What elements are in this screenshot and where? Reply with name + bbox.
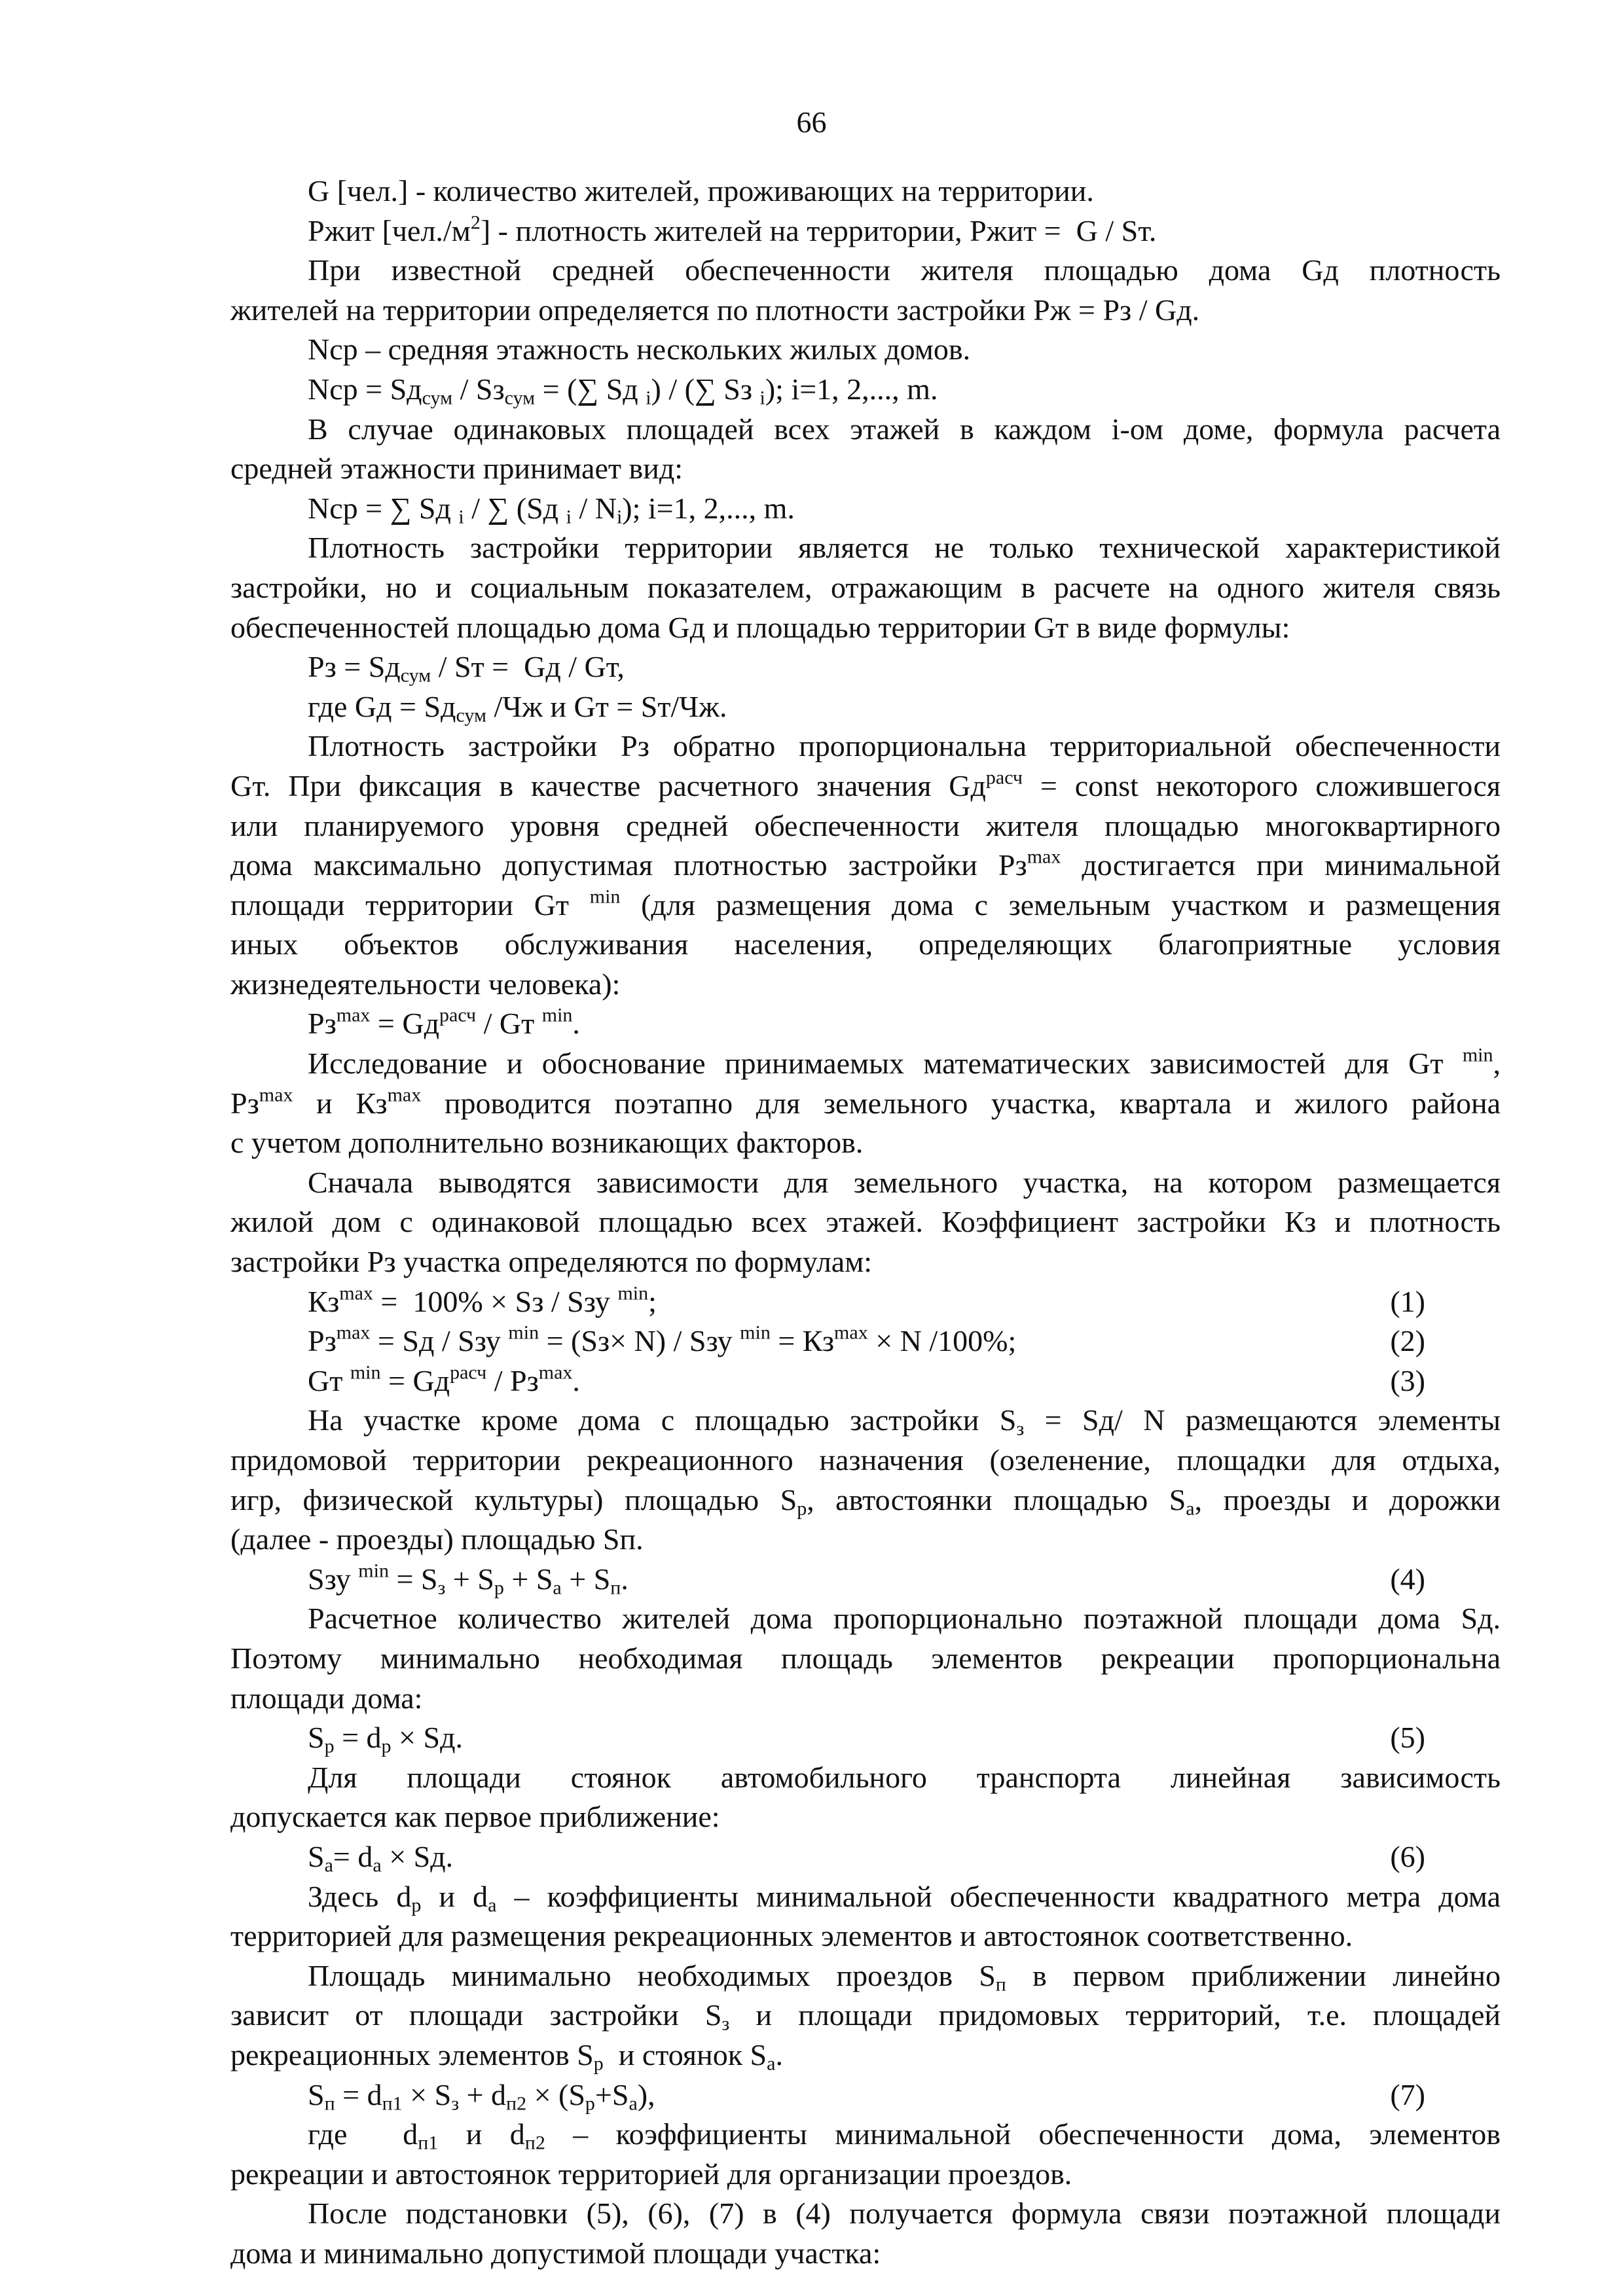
equation-number: (6) bbox=[1390, 1839, 1425, 1873]
formula-line bbox=[230, 1361, 1501, 1401]
text-line bbox=[230, 1202, 1501, 1242]
line-text: Gт. При фиксация в качестве расчетного значения $Gд^{расч}$ = const некоторого сложившегося bbox=[230, 766, 1501, 802]
text-line bbox=[230, 1520, 1501, 1560]
formula-line bbox=[230, 2075, 1501, 2115]
line-text: придомовой территории рекреационного назначения (озеленение, площадки для отдыха, bbox=[230, 1443, 1501, 1477]
text-line bbox=[230, 846, 1501, 886]
text-line bbox=[230, 171, 1501, 211]
line-text: $Рз^{max}$ = Sд / Sзу $^{min}$ = (Sз× N) / Sзу $^{min} = Кз^{max} \times N$ /100%; bbox=[308, 1321, 1017, 1358]
text-line bbox=[230, 647, 1501, 687]
line-text: зависит от площади застройки $S_з$ и площади придомовых территорий, т.е. площадей bbox=[230, 1998, 1501, 2035]
text-line bbox=[230, 2194, 1501, 2234]
text-line bbox=[230, 726, 1501, 766]
line-text: При известной средней обеспеченности жителя площадью дома Gд плотность bbox=[308, 253, 1501, 287]
line-text: обеспеченностей площадью дома Gд и площадью территории Gт в виде формулы: bbox=[230, 610, 1290, 644]
text-line bbox=[230, 608, 1501, 648]
formula-line bbox=[230, 1837, 1501, 1877]
line-text: Sзу $^{min} = S_з + S_р + S_а + S_п$. bbox=[308, 1560, 629, 1599]
line-text: застройки Рз участка определяются по формулам: bbox=[230, 1245, 873, 1279]
text-line bbox=[230, 2155, 1501, 2195]
text-line bbox=[230, 1441, 1501, 1480]
formula-line bbox=[230, 1560, 1501, 1600]
line-text: G [чел.] - количество жителей, проживающих на территории. bbox=[308, 174, 1094, 207]
line-text: Площадь минимально необходимых проездов $S_п$ в первом приближении линейно bbox=[308, 1958, 1501, 1996]
text-line bbox=[230, 766, 1501, 806]
line-text: Nср = ∑ Sд $_i$ / ∑ (Sд $_i / N_i$); i=1, 2,..., m. bbox=[308, 491, 795, 528]
line-text: (далее - проезды) площадью Sп. bbox=[230, 1522, 644, 1556]
line-text: жилой дом с одинаковой площадью всех этажей. Коэффициент застройки Кз и плотность bbox=[230, 1205, 1501, 1239]
line-text: площади дома: bbox=[230, 1681, 423, 1715]
line-text: Сначала выводятся зависимости для земельного участка, на котором размещается bbox=[308, 1165, 1501, 1199]
line-text: территорией для размещения рекреационных элементов и автостоянок соответственно. bbox=[230, 1919, 1353, 1953]
text-line bbox=[230, 330, 1501, 370]
line-text: $S_а= d_а$ × Sд. bbox=[308, 1839, 454, 1876]
text-line bbox=[230, 1916, 1501, 1956]
text-line bbox=[230, 1758, 1501, 1798]
text-line bbox=[230, 1996, 1501, 2036]
line-text: Nср – средняя этажность нескольких жилых домов. bbox=[308, 332, 971, 367]
line-text: игр, физической культуры) площадью $S_р$, автостоянки площадью $S_а$, проезды и дорожки bbox=[230, 1482, 1501, 1520]
text-line bbox=[230, 1877, 1501, 1917]
line-text: жизнедеятельности человека): bbox=[230, 967, 621, 1001]
text-line bbox=[230, 211, 1501, 251]
line-text: Ржит $[чел./м^2]$ - плотность жителей на территории, Ржит = G / Sт. bbox=[308, 211, 1157, 247]
line-text: дома и минимально допустимой площади участка: bbox=[230, 2236, 881, 2270]
line-text: рекреационных элементов $S_р$ и стоянок $S_а$. bbox=[230, 2037, 783, 2075]
text-line bbox=[230, 1797, 1501, 1837]
text-line bbox=[230, 291, 1501, 331]
text-line bbox=[230, 1401, 1501, 1441]
line-text: допускается как первое приближение: bbox=[230, 1800, 720, 1834]
text-line bbox=[230, 449, 1501, 489]
formula-line bbox=[230, 1718, 1501, 1758]
text-line bbox=[230, 886, 1501, 925]
line-text: средней этажности принимает вид: bbox=[230, 452, 684, 486]
equation-number: (2) bbox=[1390, 1324, 1425, 1358]
line-text: $Рз^{max}$ и $Кз^{max}$ проводится поэтапно для земельного участка, квартала и жилого района bbox=[230, 1084, 1501, 1120]
line-text: $Кз^{max} = 100\%$ × Sз / Sзу $^{min}$; bbox=[308, 1282, 657, 1318]
text-line bbox=[230, 489, 1501, 529]
formula-line bbox=[230, 1321, 1501, 1361]
text-line bbox=[230, 1123, 1501, 1163]
line-text: иных объектов обслуживания населения, определяющих благоприятные условия bbox=[230, 927, 1501, 961]
text-line bbox=[230, 1044, 1501, 1084]
text-line bbox=[230, 1956, 1501, 1996]
text-line bbox=[230, 1004, 1501, 1044]
line-text: где Gд = $Sд_{сум}$ /Чж и Gт = Sт/Чж. bbox=[308, 689, 727, 726]
text-line bbox=[230, 1639, 1501, 1679]
text-line bbox=[230, 528, 1501, 568]
line-text: жителей на территории определяется по плотности застройки Рж = Рз / Gд. bbox=[230, 293, 1200, 327]
line-text: с учетом дополнительно возникающих факторов. bbox=[230, 1126, 864, 1160]
text-line bbox=[230, 370, 1501, 410]
text-line bbox=[230, 568, 1501, 608]
line-text: Поэтому минимально необходимая площадь элементов рекреации пропорциональна bbox=[230, 1641, 1501, 1675]
text-line bbox=[230, 251, 1501, 291]
line-text: Плотность застройки территории является не только технической характеристикой bbox=[308, 531, 1501, 565]
text-line bbox=[230, 410, 1501, 450]
equation-number: (7) bbox=[1390, 2077, 1425, 2111]
line-text: Для площади стоянок автомобильного транспорта линейная зависимость bbox=[308, 1760, 1501, 1794]
formula-line bbox=[230, 1282, 1501, 1322]
text-line bbox=[230, 925, 1501, 965]
text-line bbox=[230, 1599, 1501, 1639]
line-text: где $d_{п1}$ и $d_{п2}$ – коэффициенты минимальной обеспеченности дома, элементов bbox=[308, 2117, 1501, 2154]
line-text: дома максимально допустимая плотностью застройки $Рз^{max}$ достигается при минимальной bbox=[230, 846, 1501, 882]
line-text: В случае одинаковых площадей всех этажей в каждом i-ом доме, формула расчета bbox=[308, 412, 1501, 446]
line-text: $S_п = d_{п1} \times S_з + d_{п2} \times (S_р+S_а)$, bbox=[308, 2077, 655, 2114]
line-text: После подстановки (5), (6), (7) в (4) получается формула связи поэтажной площади bbox=[308, 2197, 1501, 2231]
equation-number: (1) bbox=[1390, 1284, 1425, 1318]
text-line bbox=[230, 2115, 1501, 2155]
line-text: Здесь $d_р$ и $d_а$ – коэффициенты минимальной обеспеченности квадратного метра дома bbox=[308, 1879, 1501, 1916]
equation-number: (3) bbox=[1390, 1363, 1425, 1397]
line-text: застройки, но и социальным показателем, отражающим в расчете на одного жителя связь bbox=[230, 570, 1501, 604]
text-line bbox=[230, 1480, 1501, 1520]
text-line bbox=[230, 2036, 1501, 2075]
line-text: Рз = $Sд_{сум}$ / Sт = Gд / Gт, bbox=[308, 650, 625, 687]
equation-number: (5) bbox=[1390, 1721, 1425, 1755]
text-line bbox=[230, 806, 1501, 846]
line-text: $S_р = d_р$ × Sд. bbox=[308, 1721, 463, 1757]
document-body bbox=[230, 171, 1501, 2273]
text-line bbox=[230, 1679, 1501, 1719]
line-text: площади территории Gт $^{min}$ (для размещения дома с земельным участком и размещения bbox=[230, 886, 1501, 922]
line-text: На участке кроме дома с площадью застройки $S_з = Sд/$ N размещаются элементы bbox=[308, 1403, 1501, 1440]
line-text: Расчетное количество жителей дома пропорционально поэтажной площади дома Sд. bbox=[308, 1602, 1501, 1636]
equation-number: (4) bbox=[1390, 1562, 1425, 1596]
line-text: Nср = $Sд_{сум} / Sз_{сум}$ = (∑ Sд $_i$) / (∑ Sз $_i$); i=1, 2,..., m. bbox=[308, 372, 938, 409]
text-line bbox=[230, 687, 1501, 727]
line-text: или планируемого уровня средней обеспеченности жителя площадью многоквартирного bbox=[230, 808, 1501, 842]
line-text: рекреации и автостоянок территорией для организации проездов. bbox=[230, 2157, 1072, 2191]
line-text: Плотность застройки Рз обратно пропорциональна территориальной обеспеченности bbox=[308, 729, 1501, 763]
text-line bbox=[230, 2234, 1501, 2274]
text-line bbox=[230, 1084, 1501, 1124]
text-line bbox=[230, 965, 1501, 1005]
page-number: 66 bbox=[796, 105, 827, 139]
line-text: $Рз^{max} = Gд^{расч}$ / Gт $^{min}$. bbox=[308, 1004, 580, 1041]
line-text: Исследование и обоснование принимаемых математических зависимостей для Gт $^{min}$, bbox=[308, 1044, 1501, 1081]
line-text: Gт $^{min} = Gд^{расч} / Рз^{max}$. bbox=[308, 1361, 580, 1397]
text-line bbox=[230, 1242, 1501, 1282]
text-line bbox=[230, 1163, 1501, 1203]
